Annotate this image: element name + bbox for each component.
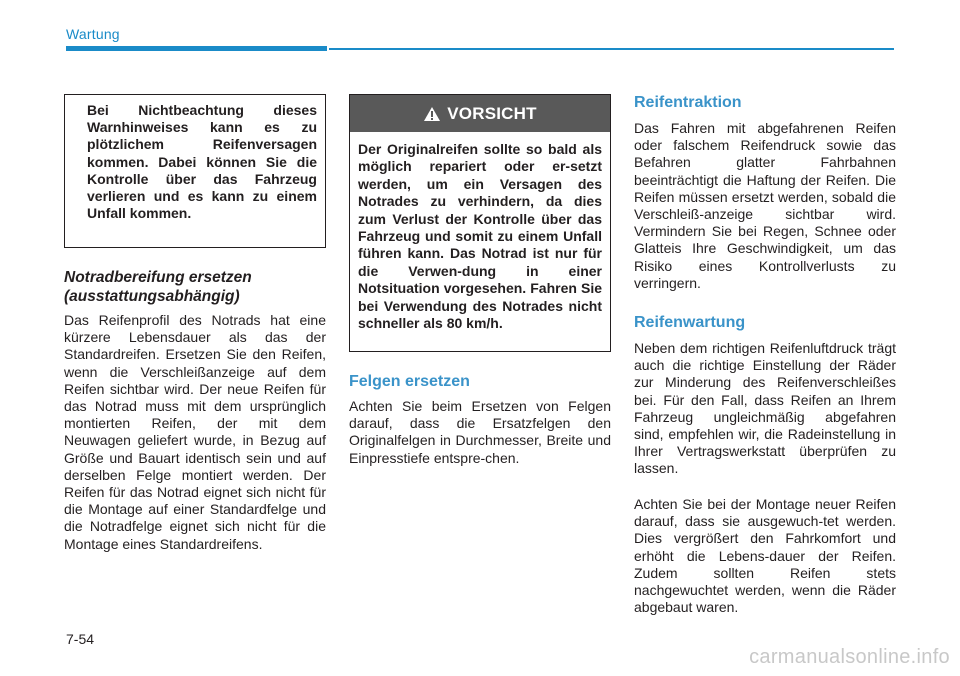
traction-paragraph: Das Fahren mit abgefahrenen Reifen oder falschem Reifendruck sowie das Befahren glatter Fahrbahnen beeinträchtigt die Haftung der Reifen. Die Reifen müssen ersetzt werden, sobald die Verschleiß-anzeige sichtbar wird. Vermindern Sie bei Regen, Schnee oder Glatteis Ihre Geschwindigkeit, um das Risiko eines Kontrollverlusts zu verringern. <box>634 120 896 291</box>
caution-label: VORSICHT <box>447 103 537 123</box>
spare-tire-heading: Notradbereifung ersetzen (ausstattungsabhängig) <box>64 269 252 305</box>
maintenance-paragraph-1: Neben dem richtigen Reifenluftdruck trägt auch die richtige Einstellung der Räder zur Minderung des Reifenverschleißes bei. Für den Fall, dass Reifen an Ihrem Fahrzeug ungleichmäßig abgefahren sind, empfehlen wir, die Radeinstellung in Ihrer Vertragswerkstatt überprüfen zu lassen. <box>634 340 896 477</box>
rims-heading: Felgen ersetzen <box>349 373 470 390</box>
caution-box <box>349 94 611 352</box>
warning-triangle-icon <box>423 106 441 122</box>
watermark: carmanualsonline.info <box>749 646 950 668</box>
spare-tire-paragraph: Das Reifenprofil des Notrads hat eine kürzere Lebensdauer als das der Standardreifen. Ersetzen Sie den Reifen, wenn die Verschleißanzeige auf dem Reifen sichtbar wird. Der neue Reifen für das Notrad muss mit dem ursprünglich montierten Reifen, der mit dem Neuwagen geliefert wurde, in Bezug auf Größe und Bauart identisch sein und auf derselben Felge montiert werden. Der Reifen für das Notrad eignet sich nicht für die Montage auf einer Standardfelge und die Notradfelge eignet sich nicht für die Montage eines Standardreifens. <box>64 312 326 552</box>
warning-box <box>64 94 326 248</box>
maintenance-paragraph-2: Achten Sie bei der Montage neuer Reifen darauf, dass sie ausgewuch-tet werden. Dies vergrößert den Fahrkomfort und erhöht die Lebens-dauer der Reifen. Zudem sollten Reifen stets nachgewuchtet werden, wenn die Räder abgebaut waren. <box>634 496 896 616</box>
maintenance-heading: Reifenwartung <box>634 314 746 331</box>
caution-text: Der Originalreifen sollte so bald als möglich repariert oder er-setzt werden, um ein Versagen des Notrades zu verhindern, da dies zum Verlust der Kontrolle über das Fahrzeug und somit zu einem Unfall führen kann. Das Notrad ist nur für die Verwen-dung in einer Notsituation vorgesehen. Fahren Sie bei Verwendung des Notrades nicht schneller als 80 km/h. <box>358 141 602 332</box>
caution-header <box>350 95 610 132</box>
rims-paragraph: Achten Sie beim Ersetzen von Felgen darauf, dass die Ersatzfelgen den Originalfelgen in Durchmesser, Breite und Einpresstiefe entspre-chen. <box>349 398 611 466</box>
header-accent-bar <box>66 46 327 51</box>
page-number: 7-54 <box>66 631 95 647</box>
header-rule <box>329 48 894 50</box>
warning-text: Bei Nichtbeachtung dieses Warnhinweises kann es zu plötzlichem Reifenversagen kommen. Dabei können Sie die Kontrolle über das Fahrzeug verlieren und es kann zu einem Unfall kommen. <box>87 102 317 222</box>
traction-heading: Reifentraktion <box>634 94 742 111</box>
section-title: Wartung <box>66 26 120 42</box>
